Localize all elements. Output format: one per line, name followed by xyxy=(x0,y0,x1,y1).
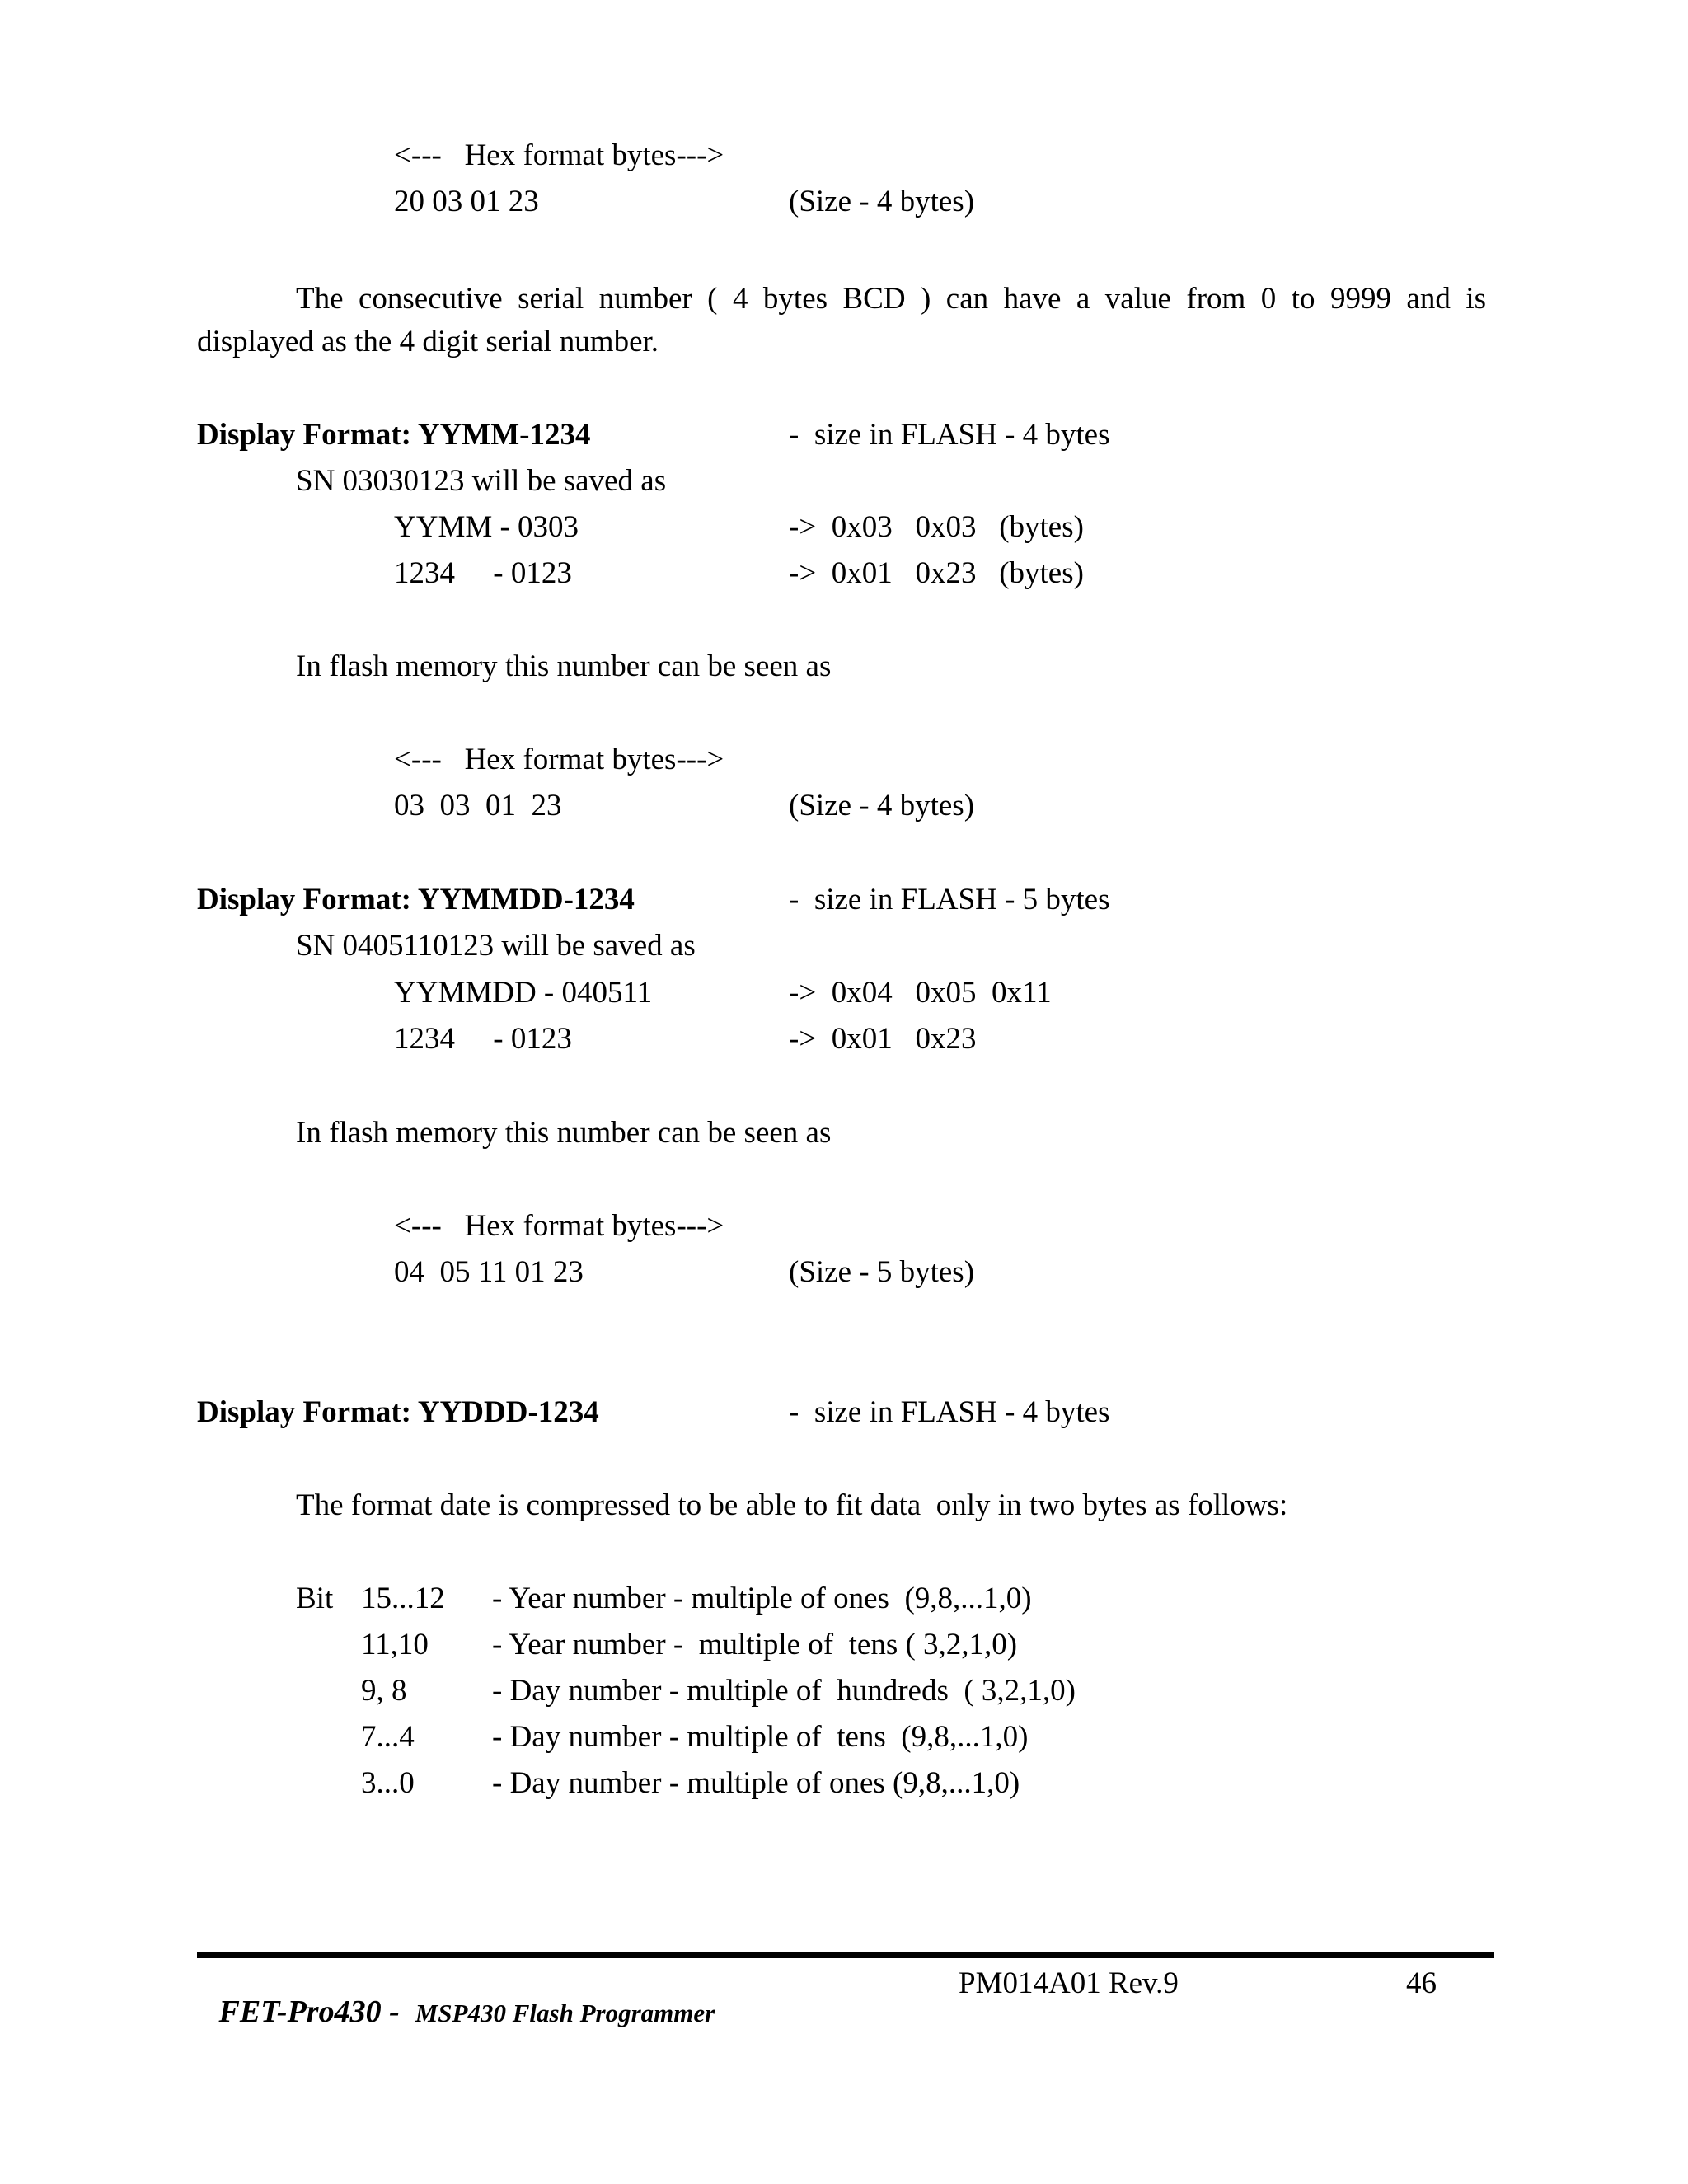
page-number: 46 xyxy=(1406,1966,1437,2000)
bit-range: 3...0 xyxy=(361,1766,415,1800)
bit-range: 9, 8 xyxy=(361,1674,407,1708)
hex-format-header: <--- Hex format bytes---> xyxy=(394,1209,724,1243)
hex-bytes: 03 03 01 23 xyxy=(394,789,562,823)
flash-size-note: - size in FLASH - 5 bytes xyxy=(789,883,1110,916)
bit-label: Bit xyxy=(296,1582,334,1615)
section-heading-yymmdd: Display Format: YYMMDD-1234 xyxy=(197,883,635,916)
hex-format-header: <--- Hex format bytes---> xyxy=(394,743,724,776)
field-right: -> 0x01 0x23 xyxy=(789,1022,977,1056)
footer-product: FET-Pro430 xyxy=(218,1994,382,2029)
bit-description: - Day number - multiple of hundreds ( 3,2,1,0) xyxy=(492,1674,1076,1708)
size-note: (Size - 4 bytes) xyxy=(789,789,975,823)
field-right: -> 0x04 0x05 0x11 xyxy=(789,976,1052,1010)
footer-doc-id: PM014A01 Rev.9 xyxy=(959,1966,1179,2000)
bit-description: - Day number - multiple of ones (9,8,...1,0) xyxy=(492,1766,1020,1800)
flash-size-note: - size in FLASH - 4 bytes xyxy=(789,1395,1110,1429)
hex-bytes: 20 03 01 23 xyxy=(394,185,539,218)
section-heading-yymm: Display Format: YYMM-1234 xyxy=(197,418,591,452)
field-right: -> 0x01 0x23 (bytes) xyxy=(789,556,1084,590)
footer-rule xyxy=(197,1952,1494,1958)
bit-range: 11,10 xyxy=(361,1628,429,1661)
field-left: 1234 - 0123 xyxy=(394,1022,572,1056)
saved-as-line: SN 03030123 will be saved as xyxy=(296,464,667,498)
flash-note: In flash memory this number can be seen as xyxy=(296,1116,832,1150)
section-heading-yyddd: Display Format: YYDDD-1234 xyxy=(197,1395,599,1429)
size-note: (Size - 4 bytes) xyxy=(789,185,975,218)
flash-size-note: - size in FLASH - 4 bytes xyxy=(789,418,1110,452)
saved-as-line: SN 0405110123 will be saved as xyxy=(296,929,696,963)
paragraph-line: The consecutive serial number ( 4 bytes BCD ) can have a value from 0 to 9999 and is xyxy=(296,282,1486,316)
compression-intro: The format date is compressed to be able to fit data only in two bytes as follows: xyxy=(296,1488,1288,1522)
bit-description: - Year number - multiple of tens ( 3,2,1,0) xyxy=(492,1628,1018,1661)
bit-description: - Year number - multiple of ones (9,8,...1,0) xyxy=(492,1582,1032,1615)
field-left: 1234 - 0123 xyxy=(394,556,572,590)
bit-description: - Day number - multiple of tens (9,8,...1,0) xyxy=(492,1720,1029,1754)
field-left: YYMMDD - 040511 xyxy=(394,976,653,1010)
size-note: (Size - 5 bytes) xyxy=(789,1255,975,1289)
paragraph-line: displayed as the 4 digit serial number. xyxy=(197,325,659,359)
hex-bytes: 04 05 11 01 23 xyxy=(394,1255,584,1289)
footer-subtitle: MSP430 Flash Programmer xyxy=(415,1999,715,2027)
footer-title xyxy=(204,1966,715,2027)
field-right: -> 0x03 0x03 (bytes) xyxy=(789,510,1084,544)
hex-format-header: <--- Hex format bytes---> xyxy=(394,138,724,172)
bit-range: 15...12 xyxy=(361,1582,445,1615)
bit-range: 7...4 xyxy=(361,1720,415,1754)
flash-note: In flash memory this number can be seen as xyxy=(296,649,832,683)
footer-separator: - xyxy=(381,1994,415,2029)
field-left: YYMM - 0303 xyxy=(394,510,579,544)
